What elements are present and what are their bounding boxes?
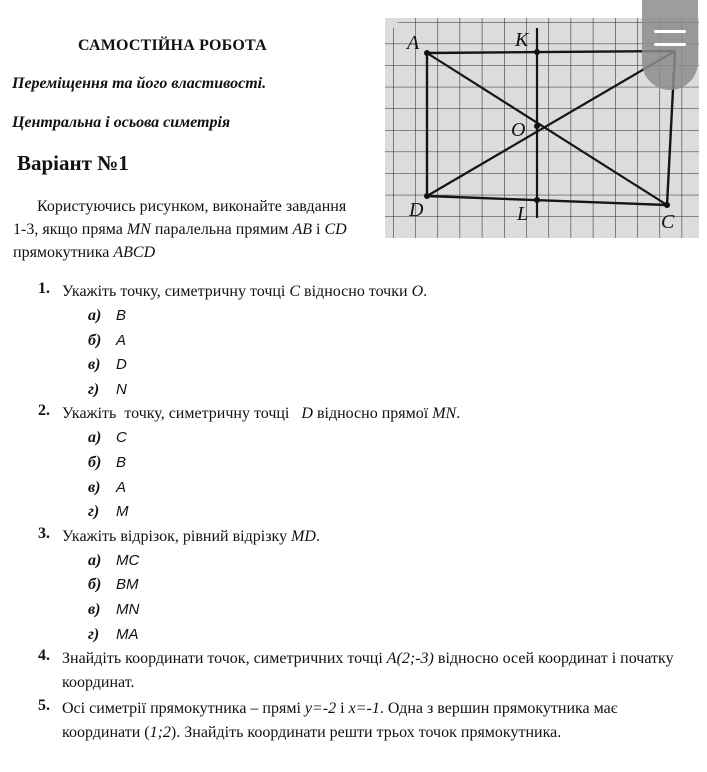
intro-text: паралельна прямим	[150, 221, 293, 238]
question-text-part: .	[423, 283, 428, 300]
answer-options	[88, 549, 678, 647]
option-letter: в)	[88, 356, 101, 374]
question-var: A(2;-3)	[386, 650, 434, 668]
point-c	[664, 202, 670, 208]
answer-option[interactable]	[88, 451, 678, 476]
intro-var-ab: AB	[292, 221, 313, 238]
answer-option[interactable]	[88, 329, 678, 354]
option-letter: г)	[88, 503, 100, 521]
point-k	[534, 49, 540, 55]
label-o: O	[511, 119, 526, 141]
question-text-part: ). Знайдіть координати решти трьох точок прямокутника.	[170, 724, 562, 742]
menu-icon	[654, 43, 686, 46]
label-d: D	[409, 199, 424, 221]
answer-option[interactable]	[88, 549, 678, 574]
question-var: C	[289, 283, 301, 300]
question-3	[38, 525, 678, 647]
question-text-part: Осі симетрії прямокутника – прямі	[62, 700, 305, 718]
answer-option[interactable]	[88, 573, 678, 598]
question-text-part: .	[456, 405, 461, 423]
label-a: A	[407, 32, 420, 54]
point-d	[424, 193, 430, 199]
option-value: A	[116, 478, 127, 496]
question-number: 5.	[38, 697, 50, 715]
option-letter: г)	[88, 380, 100, 398]
option-value: A	[116, 331, 127, 349]
point-l	[534, 197, 540, 203]
option-letter: а)	[88, 551, 102, 569]
question-text-part: відносно прямої	[312, 405, 433, 423]
option-value: B	[116, 307, 127, 324]
intro-text: прямокутника	[13, 244, 114, 261]
option-value: BM	[116, 576, 139, 594]
question-text	[62, 402, 678, 426]
label-c: C	[661, 211, 675, 233]
answer-option[interactable]	[88, 378, 678, 403]
topic-subtitle-symmetry: Центральна і осьова симетрія	[12, 114, 231, 131]
option-value: N	[116, 380, 127, 398]
question-text	[62, 280, 678, 304]
answer-option[interactable]	[88, 598, 678, 623]
answer-option[interactable]	[88, 426, 678, 451]
answer-option[interactable]	[88, 500, 678, 525]
intro-text: і	[312, 221, 325, 238]
option-value: MC	[116, 551, 140, 569]
question-text	[62, 525, 678, 549]
question-var: x=-1	[348, 700, 380, 718]
intro-var-mn: MN	[126, 221, 151, 238]
option-value: MN	[116, 600, 140, 618]
question-list	[38, 280, 678, 745]
question-text	[62, 697, 678, 745]
option-letter: г)	[88, 625, 100, 643]
option-letter: б)	[88, 331, 102, 349]
question-var: y=-2	[304, 700, 337, 718]
answer-option[interactable]	[88, 304, 678, 329]
question-var: D	[301, 405, 313, 423]
question-text-part: . Одна з вершин прямокутника має координати (	[62, 700, 618, 742]
menu-icon	[654, 30, 686, 33]
intro-text: Користуючись рисунком, виконайте завдання 1-3, якщо пряма	[13, 198, 347, 238]
menu-button[interactable]	[642, 0, 698, 90]
document-title: САМОСТІЙНА РОБОТА	[78, 37, 267, 54]
answer-option[interactable]	[88, 623, 678, 648]
question-number: 1.	[38, 280, 50, 297]
intro-var-cd: CD	[324, 221, 347, 238]
answer-options	[88, 304, 678, 402]
question-number: 4.	[38, 647, 50, 665]
topic-subtitle: Переміщення та його властивості.	[12, 75, 267, 92]
label-k: K	[515, 29, 529, 51]
option-value: D	[116, 356, 127, 374]
question-text-part: відносно точки	[300, 283, 412, 300]
question-text-part: і	[336, 700, 349, 718]
question-var: O	[411, 283, 424, 300]
question-text-part: Укажіть відрізок, рівний відрізку	[62, 527, 292, 545]
intro-paragraph	[13, 195, 363, 264]
option-value: MA	[116, 625, 139, 643]
option-letter: а)	[88, 307, 102, 324]
point-o	[534, 123, 540, 129]
point-a	[424, 50, 430, 56]
question-5	[38, 697, 678, 745]
question-var: 1;2	[149, 724, 171, 742]
option-value: C	[116, 429, 127, 447]
intro-var-abcd: ABCD	[113, 244, 156, 261]
answer-option[interactable]	[88, 353, 678, 378]
question-text-part: Укажіть точку, симетричну точці	[62, 405, 302, 423]
option-letter: в)	[88, 478, 101, 496]
option-value: M	[116, 503, 129, 521]
question-var: MD	[291, 527, 316, 545]
option-value: B	[116, 453, 127, 471]
answer-option[interactable]	[88, 476, 678, 501]
question-1	[38, 280, 678, 402]
variant-heading: Варіант №1	[17, 151, 129, 175]
option-letter: б)	[88, 453, 102, 471]
question-text	[62, 647, 678, 695]
question-4	[38, 647, 678, 695]
question-text-part: .	[315, 527, 320, 545]
question-text-part: Укажіть точку, симетричну точці	[62, 283, 290, 300]
answer-options	[88, 426, 678, 524]
question-number: 2.	[38, 402, 50, 420]
option-letter: в)	[88, 600, 101, 618]
question-text-part: відносно осей координат і початку координат.	[62, 650, 674, 692]
option-letter: б)	[88, 576, 102, 594]
label-l: L	[517, 203, 529, 225]
question-var: MN	[432, 405, 457, 423]
option-letter: а)	[88, 429, 102, 447]
question-number: 3.	[38, 524, 50, 542]
question-2	[38, 402, 678, 524]
question-text-part: Знайдіть координати точок, симетричних точці	[62, 650, 387, 668]
